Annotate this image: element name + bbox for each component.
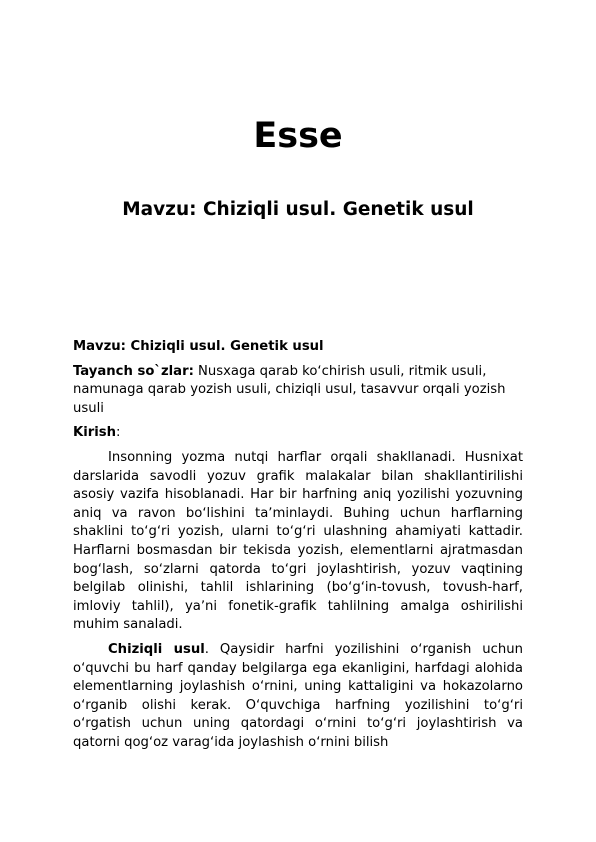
intro-heading [73,424,523,443]
keywords-paragraph [73,363,523,419]
document-subtitle: Mavzu: Chiziqli usul. Genetik usul [122,199,474,220]
document-title: Esse [253,116,343,156]
intro-colon: : [116,425,121,441]
intro-label: Kirish [73,425,117,441]
linear-method-text: . Qaysidir harfni yozilishini oʻrganish uchun oʻquvchi bu harf qanday belgilarga ega ekanligini, harfdagi alohida elementlarning joylashish oʻrnini, uning kattaligini va hokazolarno oʻrganib olishi kerak. Oʻquvchiga harfning yozilishini toʻgʻri oʻrgatish uchun uning qatordagi oʻrnini toʻgʻri joylashtirish va qatorni qogʻoz varagʻida joylashish oʻrnini bilish [73,641,523,750]
linear-method-label: Chiziqli usul [108,641,205,657]
topic-line: Mavzu: Chiziqli usul. Genetik usul [73,339,324,354]
keywords-text: Nusxaga qarab koʻchirish usuli, ritmik usuli, namunaga qarab yozish usuli, chiziqli usul, tasavvur orqali yozish usuli [73,363,506,416]
keywords-label: Tayanch so`zlar: [73,363,194,379]
linear-method-paragraph [73,641,523,753]
document-body [73,338,523,758]
intro-paragraph: Insonning yozma nutqi harflar orqali shakllanadi. Husnixat darslarida savodli yozuv grafik malakalar bilan shakllantirilishi asosiy vazifa hisoblanadi. Har bir harfning aniq yozilishi yozuvning aniq va ravon boʻlishini taʼminlaydi. Buhing uchun harflarning shaklini toʻgʻri yozish, ularni toʻgʻri ulashning ahamiyati kattadir. Harflarni bosmasdan bir tekisda yozish, elementlarni ajratmasdan bogʻlash, soʻzlarni qatorda toʻgri joylashtirish, yozuv vaqtining belgilab olinishi, tahlil ishlarining (boʻgʻin-tovush, tovush-harf, imloviy tahlil), yaʼni fonetik-grafik tahlilning amalga oshirilishi muhim sanaladi. [73,449,523,633]
